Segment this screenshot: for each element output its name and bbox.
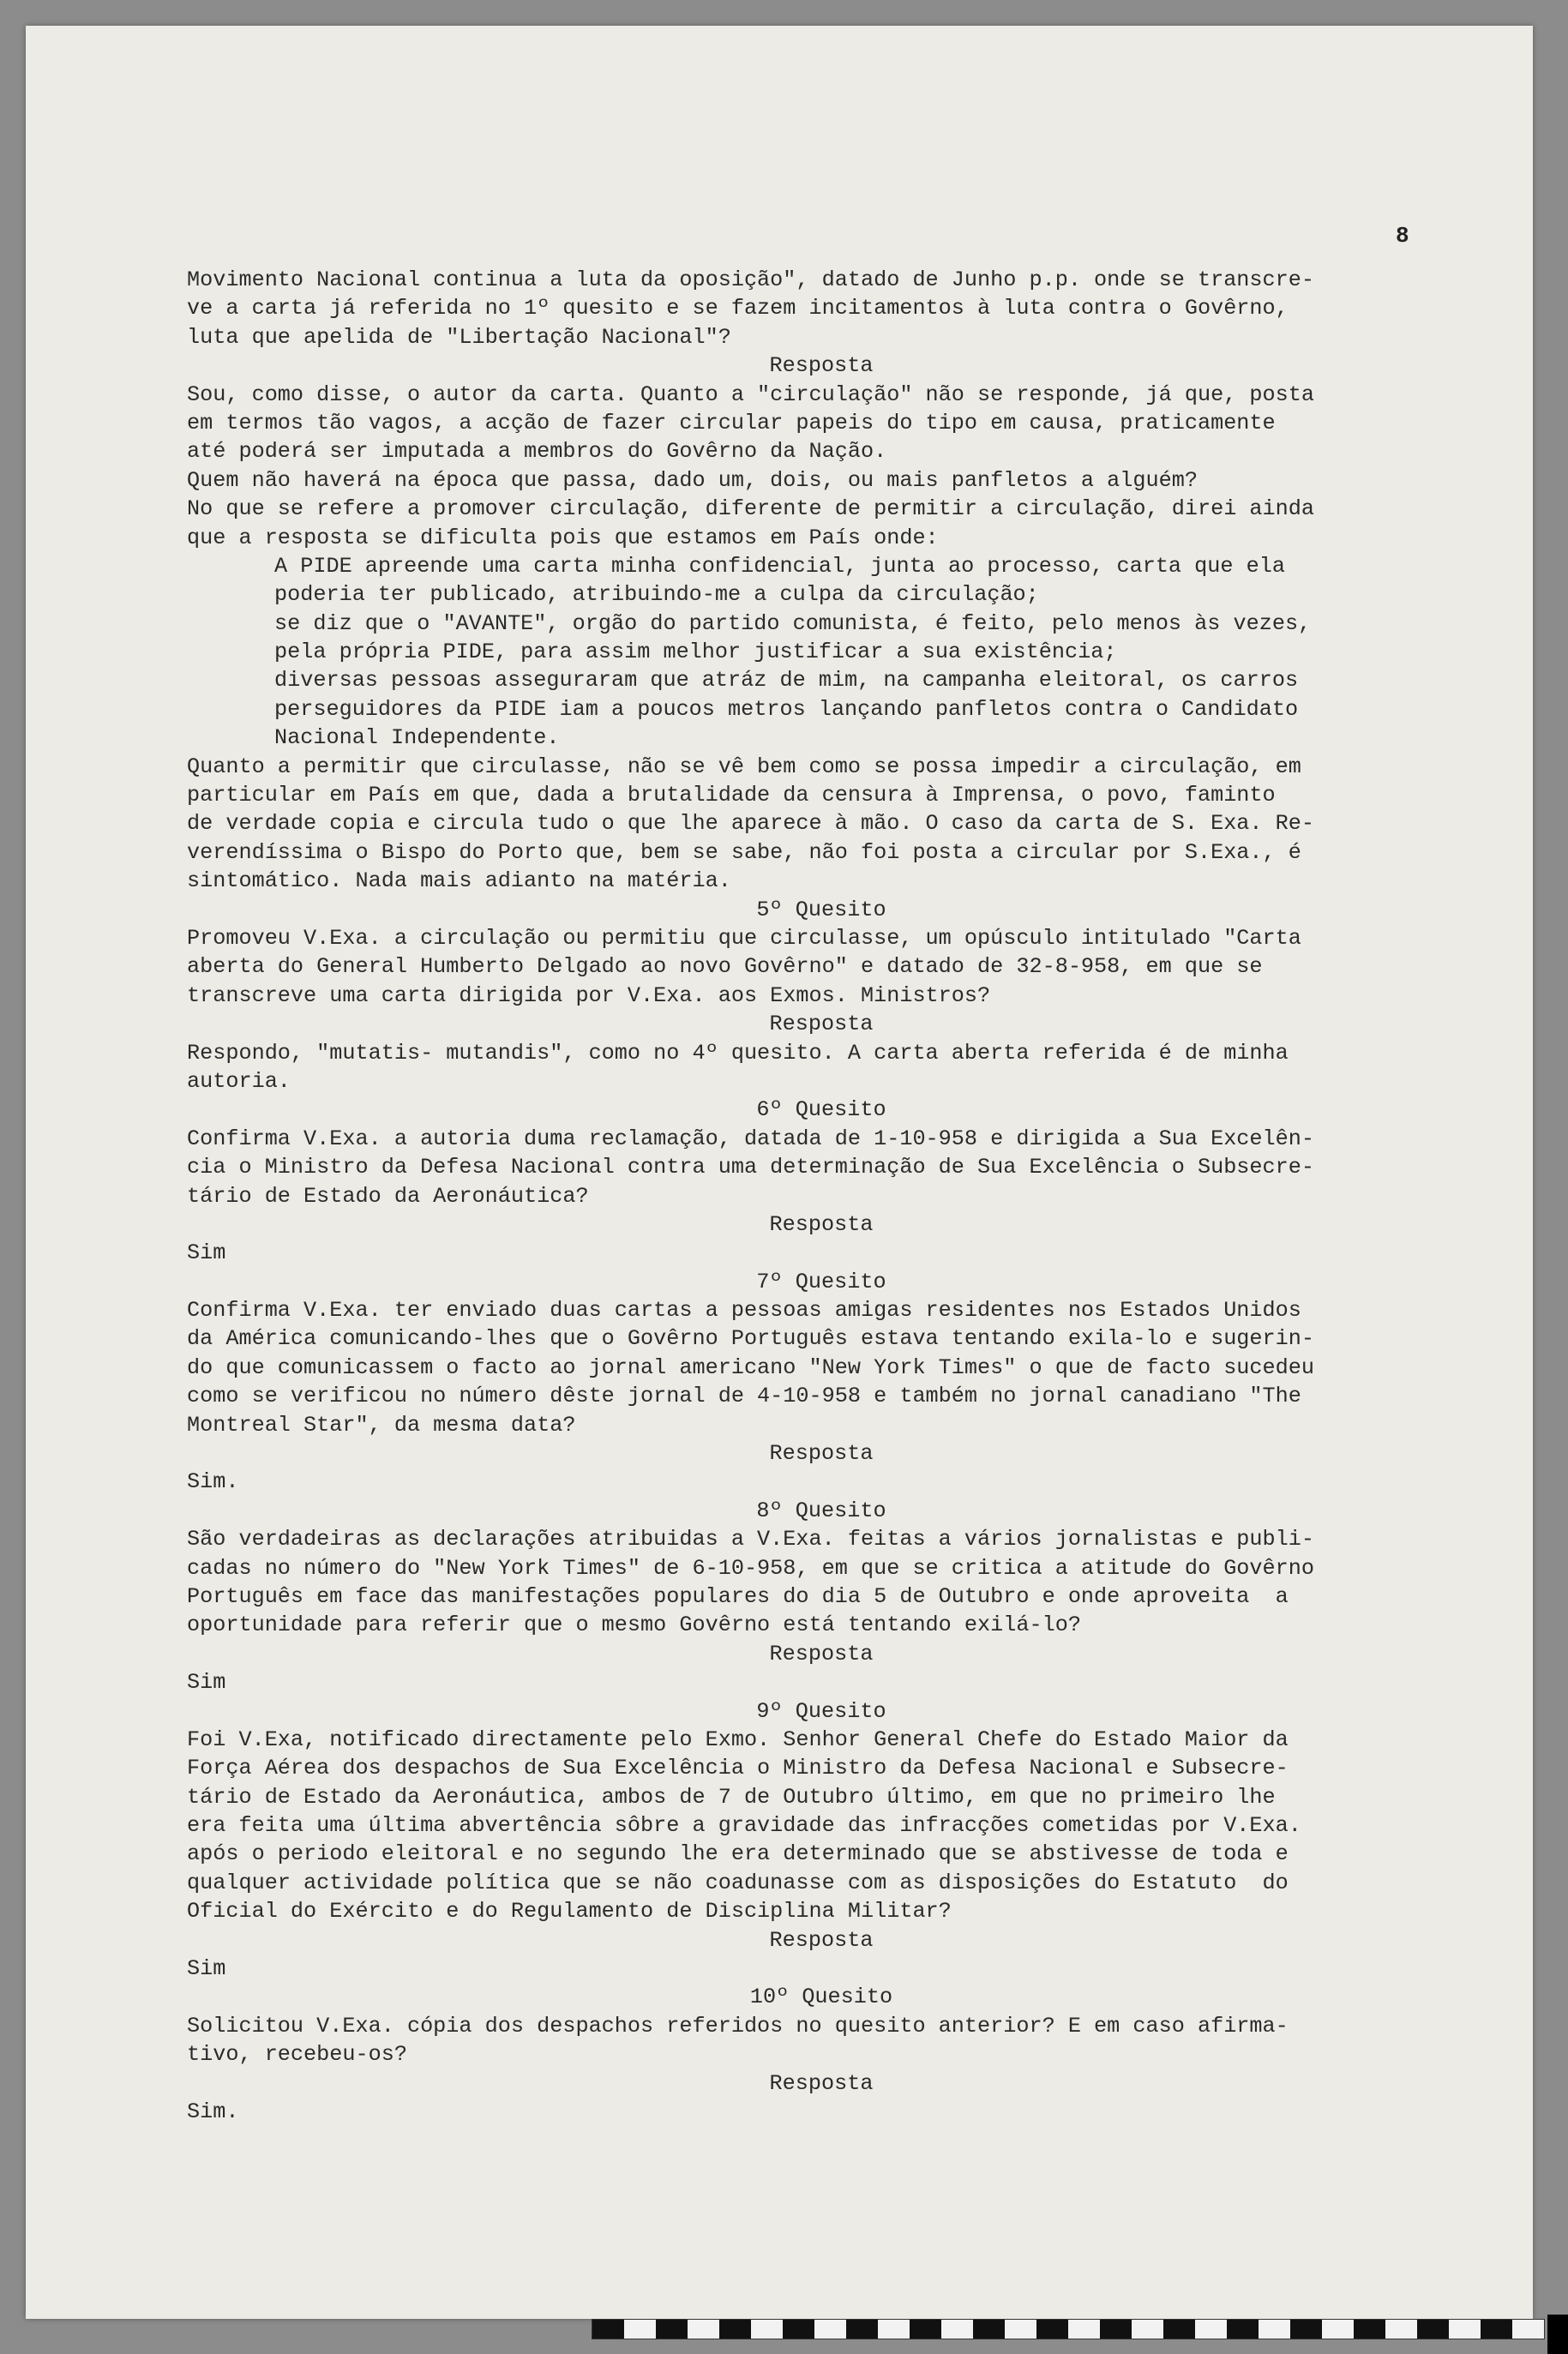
text-line: aberta do General Humberto Delgado ao novo Govêrno" e datado de 32-8-958, em que se [187,954,1263,980]
text-line: Respondo, "mutatis- mutandis", como no 4º quesito. A carta aberta referida é de minha [187,1040,1289,1066]
text-line: sintomático. Nada mais adianto na matéria. [187,868,731,894]
section-heading: Resposta [769,353,874,379]
section-heading: Resposta [769,1012,874,1037]
typed-text-body [187,266,1456,2126]
section-heading: 6º Quesito [756,1097,886,1123]
text-line: Solicitou V.Exa. cópia dos despachos referidos no quesito anterior? E em caso afirma- [187,2013,1289,2039]
text-line: No que se refere a promover circulação, diferente de permitir a circulação, direi ainda [187,496,1315,522]
scale-ruler-end [1547,2315,1568,2354]
text-line: Montreal Star", da mesma data? [187,1412,576,1438]
text-line: cia o Ministro da Defesa Nacional contra uma determinação de Sua Excelência o Subsecre- [187,1155,1315,1180]
section-heading: Resposta [769,1211,874,1237]
section-heading: Resposta [769,1927,874,1953]
text-line: A PIDE apreende uma carta minha confidencial, junta ao processo, carta que ela [274,553,1285,579]
section-heading: 7º Quesito [756,1269,886,1294]
text-line: Nacional Independente. [274,725,560,751]
text-line: Sou, como disse, o autor da carta. Quanto a "circulação" não se responde, já que, posta [187,381,1315,407]
text-line: em termos tão vagos, a acção de fazer circular papeis do tipo em causa, praticamente [187,410,1276,435]
document-page [26,26,1533,2319]
text-line: de verdade copia e circula tudo o que lhe aparece à mão. O caso da carta de S. Exa. Re- [187,811,1315,837]
text-line: Confirma V.Exa. ter enviado duas cartas a pessoas amigas residentes nos Estados Unidos [187,1298,1301,1324]
text-line: do que comunicassem o facto ao jornal americano "New York Times" o que de facto sucedeu [187,1354,1315,1380]
page-number: 8 [1396,223,1409,249]
text-line: tário de Estado da Aeronáutica, ambos de 7 de Outubro último, em que no primeiro lhe [187,1784,1276,1810]
scale-ruler [592,2319,1545,2339]
text-line: particular em País em que, dada a brutalidade da censura à Imprensa, o povo, faminto [187,783,1276,808]
section-heading: 9º Quesito [756,1698,886,1724]
section-heading: Resposta [769,2070,874,2096]
text-line: se diz que o "AVANTE", orgão do partido comunista, é feito, pelo menos às vezes, [274,610,1312,636]
text-line: Quem não haverá na época que passa, dado um, dois, ou mais panfletos a alguém? [187,467,1198,493]
text-line: cadas no número do "New York Times" de 6-10-958, em que se critica a atitude do Govêrno [187,1555,1315,1581]
text-line: Sim [187,1956,226,1982]
text-line: poderia ter publicado, atribuindo-me a culpa da circulação; [274,582,1039,608]
section-heading: Resposta [769,1641,874,1666]
section-heading: Resposta [769,1441,874,1467]
text-line: verendíssima o Bispo do Porto que, bem se sabe, não foi posta a circular por S.Exa., é [187,839,1301,865]
text-line: São verdadeiras as declarações atribuidas a V.Exa. feitas a vários jornalistas e publi- [187,1527,1315,1552]
text-line: autoria. [187,1068,291,1094]
text-line: Português em face das manifestações populares do dia 5 de Outubro e onde aproveita a [187,1583,1289,1609]
text-line: oportunidade para referir que o mesmo Govêrno está tentando exilá-lo? [187,1612,1081,1638]
text-line: Promoveu V.Exa. a circulação ou permitiu que circulasse, um opúsculo intitulado "Carta [187,925,1301,951]
text-line: Quanto a permitir que circulasse, não se vê bem como se possa impedir a circulação, em [187,754,1301,779]
text-line: Força Aérea dos despachos de Sua Excelência o Ministro da Defesa Nacional e Subsecre- [187,1756,1289,1781]
text-line: até poderá ser imputada a membros do Govêrno da Nação. [187,439,887,465]
text-line: Movimento Nacional continua a luta da oposição", datado de Junho p.p. onde se transcre- [187,267,1315,292]
text-line: transcreve uma carta dirigida por V.Exa. aos Exmos. Ministros? [187,982,991,1008]
text-line: que a resposta se dificulta pois que estamos em País onde: [187,525,939,550]
text-line: perseguidores da PIDE iam a poucos metros lançando panfletos contra o Candidato [274,696,1299,722]
text-line: Foi V.Exa, notificado directamente pelo Exmo. Senhor General Chefe do Estado Maior da [187,1726,1289,1752]
text-line: qualquer actividade política que se não coadunasse com as disposições do Estatuto do [187,1870,1289,1895]
text-line: tário de Estado da Aeronáutica? [187,1183,589,1209]
text-line: como se verificou no número dêste jornal de 4-10-958 e também no jornal canadiano "The [187,1384,1301,1409]
text-line: Confirma V.Exa. a autoria duma reclamação, datada de 1-10-958 e dirigida a Sua Excelên- [187,1126,1315,1151]
text-line: ve a carta já referida no 1º quesito e se fazem incitamentos à luta contra o Govêrno, [187,296,1289,321]
section-heading: 8º Quesito [756,1498,886,1523]
text-line: diversas pessoas asseguraram que atráz de mim, na campanha eleitoral, os carros [274,668,1299,694]
text-line: da América comunicando-lhes que o Govêrno Português estava tentando exila-lo e sugerin- [187,1326,1315,1352]
text-line: tivo, recebeu-os? [187,2042,407,2068]
text-line: era feita uma última abvertência sôbre a gravidade das infracções cometidas por V.Exa. [187,1813,1301,1839]
text-line: luta que apelida de "Libertação Nacional"? [187,324,731,350]
text-line: após o periodo eleitoral e no segundo lhe era determinado que se abstivesse de toda e [187,1841,1289,1867]
text-line: Oficial do Exército e do Regulamento de Disciplina Militar? [187,1899,952,1925]
section-heading: 5º Quesito [756,897,886,922]
text-line: Sim. [187,1469,239,1495]
text-line: Sim. [187,2099,239,2124]
text-line: Sim [187,1240,226,1266]
text-line: pela própria PIDE, para assim melhor justificar a sua existência; [274,640,1117,665]
section-heading: 10º Quesito [749,1985,893,2010]
text-line: Sim [187,1670,226,1696]
